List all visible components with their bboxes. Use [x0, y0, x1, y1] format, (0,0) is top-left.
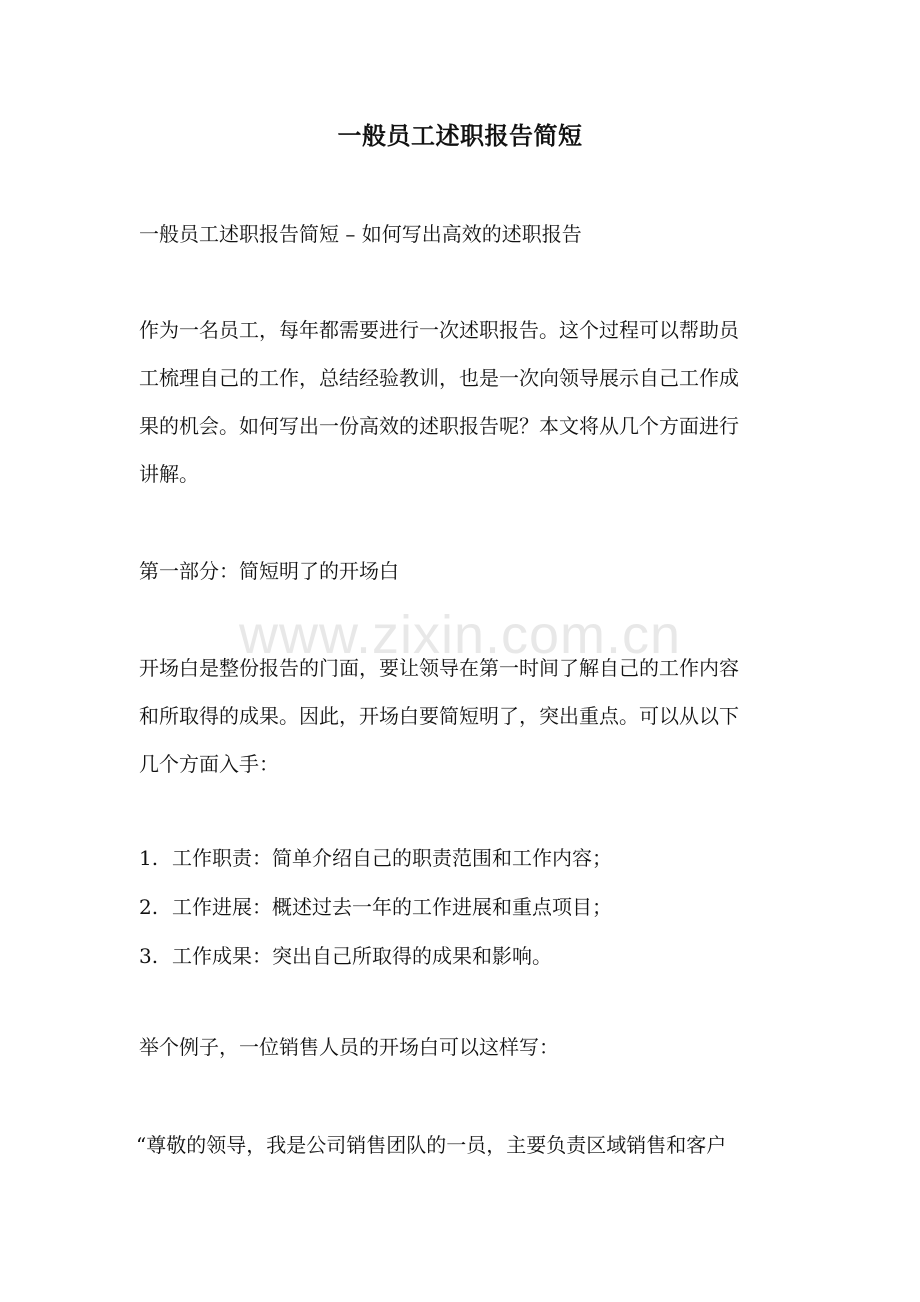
example-intro: 举个例子，一位销售人员的开场白可以这样写： — [139, 1035, 559, 1059]
list-item — [139, 840, 612, 876]
intro-line: 作为一名员工，每年都需要进行一次述职报告。这个过程可以帮助员 — [139, 318, 739, 342]
section1-paragraph — [139, 644, 789, 788]
list-number: 1. — [139, 846, 159, 870]
intro-line: 讲解。 — [139, 462, 199, 486]
list-text: 工作成果：突出自己所取得的成果和影响。 — [172, 944, 552, 968]
section1-line: 开场白是整份报告的门面，要让领导在第一时间了解自己的工作内容 — [139, 656, 739, 680]
list-number: 2. — [139, 895, 159, 919]
intro-line: 工梳理自己的工作，总结经验教训，也是一次向领导展示自己工作成 — [139, 366, 739, 390]
section-heading: 第一部分：简短明了的开场白 — [139, 559, 399, 583]
list-text: 工作职责：简单介绍自己的职责范围和工作内容； — [172, 846, 612, 870]
document-title: 一般员工述职报告简短 — [337, 121, 583, 150]
intro-paragraph — [139, 306, 789, 498]
section1-line: 和所取得的成果。因此，开场白要简短明了，突出重点。可以从以下 — [139, 704, 739, 728]
list-item — [139, 938, 552, 974]
intro-line: 果的机会。如何写出一份高效的述职报告呢？本文将从几个方面进行 — [139, 414, 739, 438]
subtitle: 一般员工述职报告简短 – 如何写出高效的述职报告 — [139, 222, 582, 246]
list-item — [139, 889, 612, 925]
watermark: www.zixin.com.cn — [238, 605, 682, 665]
list-text: 工作进展：概述过去一年的工作进展和重点项目； — [172, 895, 612, 919]
list-number: 3. — [139, 944, 159, 968]
section1-line: 几个方面入手： — [139, 752, 279, 776]
quote-line: “尊敬的领导，我是公司销售团队的一员，主要负责区域销售和客户 — [136, 1133, 727, 1157]
